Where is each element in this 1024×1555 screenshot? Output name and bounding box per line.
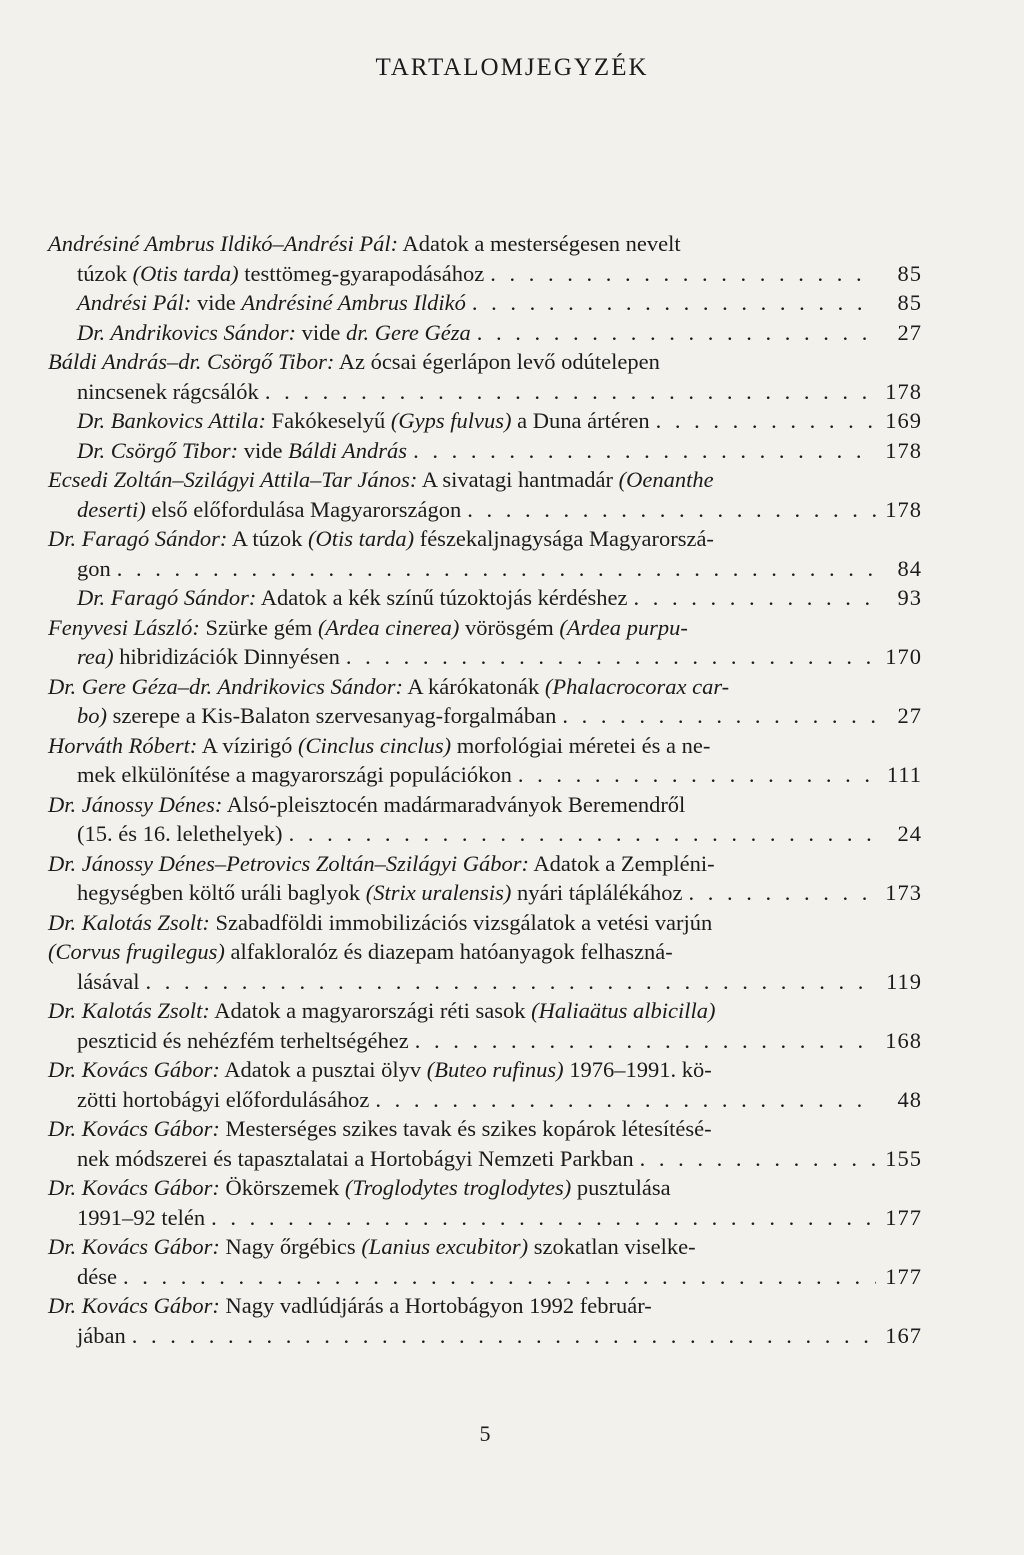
entry-text: 1976–1991. kö- (563, 1057, 712, 1082)
toc-entry-line (77, 259, 922, 289)
entry-page-number: 85 (897, 260, 922, 286)
italic-text: Horváth Róbert: (48, 732, 198, 758)
dot-leader (640, 1144, 876, 1174)
toc-entry (48, 672, 922, 731)
toc-entry-line (48, 908, 922, 938)
entry-text: túzok (77, 260, 133, 286)
dot-leader (477, 318, 876, 348)
toc-entry-line (48, 1232, 922, 1262)
dot-leader (123, 1262, 876, 1292)
toc-entry (48, 1232, 922, 1291)
entry-text: zötti hortobágyi előfordulásához (77, 1086, 370, 1112)
italic-text: (Ardea purpu- (559, 614, 688, 640)
italic-text: Dr. Kovács Gábor: (48, 1234, 220, 1259)
entry-text: Szürke gém (199, 614, 318, 640)
entry-page-number: 170 (885, 644, 922, 669)
entry-text: vörösgém (459, 614, 560, 640)
entry-page-number: 27 (897, 703, 922, 728)
italic-text: dr. Gere Géza (345, 319, 471, 345)
entry-page-number: 178 (885, 496, 922, 522)
toc-entry (48, 1291, 922, 1350)
toc-entry-line (77, 760, 922, 790)
dot-leader (289, 819, 876, 849)
toc-entry (48, 613, 922, 672)
toc-entry-line (48, 790, 922, 820)
entry-text: Alsó-pleisztocén madármaradványok Beremendről (222, 791, 686, 817)
dot-leader (518, 760, 876, 790)
dot-leader (145, 967, 876, 997)
toc-entry-line (77, 1321, 922, 1351)
entry-page-number: 24 (897, 821, 922, 846)
italic-text: Dr. Kovács Gábor: (48, 1057, 220, 1082)
italic-text: deserti) (77, 496, 146, 522)
dot-leader (562, 701, 876, 731)
toc-entry-line (77, 878, 922, 908)
dot-leader (490, 259, 876, 289)
entry-text: Mesterséges szikes tavak és szikes kopárok létesítésé- (219, 1116, 712, 1141)
toc-entry (48, 1173, 922, 1232)
entry-text: a Duna ártéren (511, 408, 650, 433)
toc-entry-line (77, 495, 922, 525)
toc-entry-line (48, 672, 922, 702)
toc-entry (48, 524, 922, 583)
entry-page-number: 155 (885, 1145, 922, 1171)
italic-text: (Troglodytes troglodytes) (344, 1175, 572, 1200)
italic-text: Dr. Andrikovics Sándor: (77, 319, 296, 345)
toc-entry-line (48, 731, 922, 761)
italic-text: (Gyps fulvus) (390, 408, 512, 433)
toc-entry-line (77, 288, 922, 318)
toc-entry (48, 731, 922, 790)
toc-entry-line (77, 642, 922, 672)
entry-page-number: 167 (885, 1322, 922, 1348)
entry-page-number: 48 (897, 1086, 922, 1112)
toc-entry-line (48, 613, 922, 643)
toc-entry (48, 465, 922, 524)
page-title: TARTALOMJEGYZÉK (375, 54, 649, 81)
italic-text: Dr. Kovács Gábor: (48, 1175, 220, 1200)
toc-entry-line (48, 524, 922, 554)
entry-page-number: 177 (885, 1204, 922, 1230)
dot-leader (415, 1026, 876, 1056)
entry-text: lásával (77, 968, 140, 994)
toc-entry (48, 849, 922, 908)
dot-leader (689, 878, 877, 908)
toc-entry-line (48, 1114, 922, 1144)
entry-text: A túzok (227, 526, 309, 551)
toc-entry-line (77, 377, 922, 407)
entry-text: Adatok a magyarországi réti sasok (209, 998, 532, 1023)
toc-entry-line (77, 554, 922, 584)
entry-text: nek módszerei és tapasztalatai a Hortobágyi Nemzeti Parkban (77, 1145, 634, 1171)
italic-text: (Oenanthe (618, 467, 714, 492)
toc-entry-line (48, 1055, 922, 1085)
italic-text: Andrési Pál: (77, 290, 192, 315)
entry-text: vide (238, 437, 289, 463)
entry-text: vide (191, 290, 242, 315)
entry-text: Nagy őrgébics (219, 1234, 362, 1259)
italic-text: Báldi András–dr. Csörgő Tibor: (48, 349, 335, 374)
entry-text: szerepe a Kis-Balaton szervesanyag-forgalmában (107, 703, 557, 728)
entry-text: (15. és 16. lelethelyek) (77, 821, 283, 846)
entry-text: Az ócsai égerlápon levő odútelepen (334, 349, 660, 374)
entry-page-number: 177 (885, 1263, 922, 1289)
italic-text: Andrésiné Ambrus Ildikó (241, 290, 466, 315)
toc-entry-line (48, 229, 922, 259)
entry-page-number: 178 (885, 378, 922, 404)
toc-entry-line (48, 1173, 922, 1203)
entry-text: Fakókeselyű (265, 408, 391, 433)
italic-text: Dr. Kovács Gábor: (48, 1116, 220, 1141)
entry-text: Adatok a Zempléni- (529, 850, 715, 876)
italic-text: (Phalacrocorax car- (544, 673, 730, 699)
toc-entry-line (77, 967, 922, 997)
entry-text: Szabadföldi immobilizációs vizsgálatok a vetési varjún (209, 909, 713, 935)
entry-text: Ökörszemek (219, 1175, 345, 1200)
entry-text: Adatok a pusztai ölyv (219, 1057, 427, 1082)
entry-page-number: 119 (886, 968, 922, 994)
dot-leader (346, 642, 876, 672)
italic-text: bo) (77, 703, 107, 728)
entry-text: Adatok a kék színű túzoktojás kérdéshez (256, 585, 628, 610)
toc-entry-line (77, 819, 922, 849)
entry-text: testtömeg-gyarapodásához (238, 260, 485, 286)
entry-text: szokatlan viselke- (528, 1234, 696, 1259)
toc-entry (48, 318, 922, 348)
dot-leader (467, 495, 876, 525)
toc-entry-line (77, 1026, 922, 1056)
italic-text: (Cinclus cinclus) (297, 732, 452, 758)
toc-entry-line (77, 1085, 922, 1115)
toc-entry-line (48, 849, 922, 879)
italic-text: Dr. Kalotás Zsolt: (48, 909, 210, 935)
toc-entry-line (48, 1291, 922, 1321)
italic-text: Andrésiné Ambrus Ildikó–Andrési Pál: (48, 231, 399, 256)
italic-text: Ecsedi Zoltán–Szilágyi Attila–Tar János: (48, 467, 418, 492)
italic-text: Dr. Jánossy Dénes–Petrovics Zoltán–Szilágyi Gábor: (48, 850, 529, 876)
toc-entry-line (77, 406, 922, 436)
italic-text: (Otis tarda) (308, 526, 415, 551)
toc-entry (48, 908, 922, 997)
italic-text: Dr. Csörgő Tibor: (77, 437, 239, 463)
entry-page-number: 85 (897, 290, 922, 315)
toc-entry (48, 583, 922, 613)
italic-text: (Ardea cinerea) (317, 614, 460, 640)
entry-text: első előfordulása Magyarországon (145, 496, 462, 522)
toc-entry (48, 436, 922, 466)
entry-text: A sivatagi hantmadár (417, 467, 619, 492)
toc-entry-line (77, 583, 922, 613)
entry-text: gon (77, 555, 111, 581)
dot-leader (413, 436, 876, 466)
entry-text: nincsenek rágcsálók (77, 378, 259, 404)
entry-page-number: 93 (897, 585, 922, 610)
toc-entry-line (77, 1203, 922, 1233)
entry-text: hegységben költő uráli baglyok (77, 880, 366, 905)
entry-page-number: 111 (886, 762, 922, 787)
italic-text: Dr. Kovács Gábor: (48, 1293, 220, 1318)
entry-page-number: 169 (885, 408, 922, 433)
toc-entry-line (77, 1262, 922, 1292)
entry-page-number: 84 (897, 555, 922, 581)
dot-leader (634, 583, 876, 613)
toc-entry-line (77, 1144, 922, 1174)
entry-text: alfakloralóz és diazepam hatóanyagok felhaszná- (224, 939, 673, 964)
table-of-contents (48, 229, 922, 1350)
toc-entry-line (77, 318, 922, 348)
dot-leader (472, 288, 876, 318)
dot-leader (211, 1203, 876, 1233)
toc-entry-line (77, 436, 922, 466)
italic-text: (Strix uralensis) (365, 880, 512, 905)
entry-text: peszticid és nehézfém terheltségéhez (77, 1027, 409, 1053)
italic-text: Dr. Kalotás Zsolt: (48, 998, 210, 1023)
italic-text: Dr. Faragó Sándor: (77, 585, 257, 610)
italic-text: (Buteo rufinus) (426, 1057, 564, 1082)
dot-leader (117, 554, 876, 584)
entry-text: 1991–92 telén (77, 1204, 206, 1230)
toc-entry (48, 288, 922, 318)
toc-entry (48, 790, 922, 849)
italic-text: (Otis tarda) (132, 260, 239, 286)
entry-text: morfológiai méretei és a ne- (451, 732, 711, 758)
toc-entry-line (48, 465, 922, 495)
italic-text: Báldi András (288, 437, 408, 463)
page-number: 5 (479, 1421, 491, 1446)
entry-text: vide (295, 319, 346, 345)
toc-entry-line (48, 996, 922, 1026)
entry-page-number: 27 (897, 319, 922, 345)
entry-text: nyári táplálékához (511, 880, 683, 905)
entry-text: Adatok a mesterségesen nevelt (398, 231, 681, 256)
toc-entry (48, 996, 922, 1055)
entry-text: jában (77, 1322, 126, 1348)
entry-text: hibridizációk Dinnyésen (113, 644, 340, 669)
dot-leader (132, 1321, 876, 1351)
entry-text: mek elkülönítése a magyarországi populációkon (77, 762, 512, 787)
toc-entry-line (48, 937, 922, 967)
italic-text: (Haliaätus albicilla) (531, 998, 716, 1023)
entry-page-number: 168 (885, 1027, 922, 1053)
italic-text: rea) (77, 644, 114, 669)
entry-text: A kárókatonák (402, 673, 545, 699)
toc-entry (48, 1055, 922, 1114)
italic-text: Dr. Gere Géza–dr. Andrikovics Sándor: (48, 673, 403, 699)
toc-entry (48, 1114, 922, 1173)
dot-leader (656, 406, 876, 436)
entry-text: fészekaljnagysága Magyarorszá- (414, 526, 714, 551)
entry-page-number: 173 (885, 880, 922, 905)
entry-text: A vízirigó (197, 732, 298, 758)
italic-text: (Lanius excubitor) (361, 1234, 529, 1259)
entry-text: dése (77, 1263, 117, 1289)
toc-entry-line (77, 701, 922, 731)
entry-text: Nagy vadlúdjárás a Hortobágyon 1992 február- (219, 1293, 652, 1318)
toc-entry (48, 406, 922, 436)
dot-leader (375, 1085, 876, 1115)
toc-entry-line (48, 347, 922, 377)
entry-text: pusztulása (571, 1175, 671, 1200)
entry-page-number: 178 (885, 437, 922, 463)
italic-text: Dr. Faragó Sándor: (48, 526, 228, 551)
toc-entry (48, 347, 922, 406)
italic-text: Dr. Jánossy Dénes: (48, 791, 223, 817)
dot-leader (265, 377, 876, 407)
italic-text: (Corvus frugilegus) (48, 939, 225, 964)
toc-entry (48, 229, 922, 288)
italic-text: Fenyvesi László: (48, 614, 200, 640)
italic-text: Dr. Bankovics Attila: (77, 408, 266, 433)
